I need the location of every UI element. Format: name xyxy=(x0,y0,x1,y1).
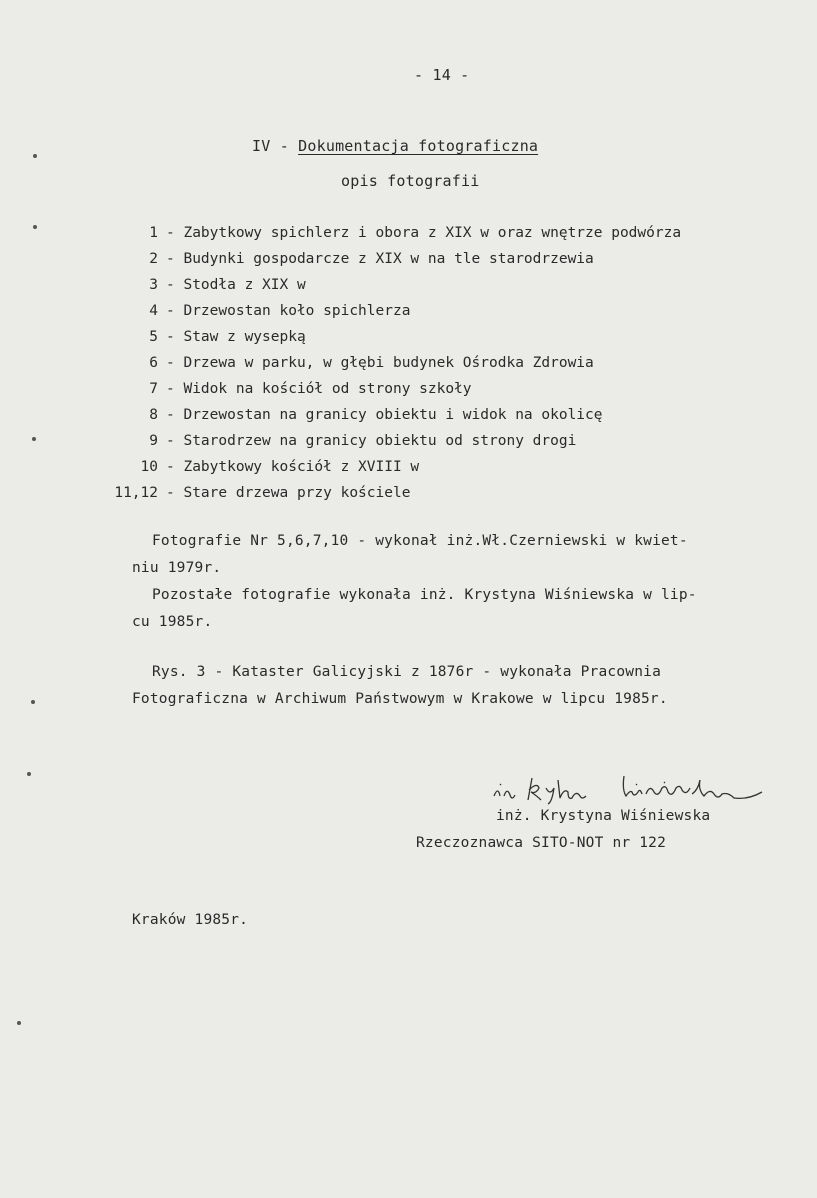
section-subtitle: opis fotografii xyxy=(341,172,480,190)
margin-dot xyxy=(32,437,36,441)
list-item-text: - Budynki gospodarcze z XIX w na tle starodrzewia xyxy=(166,251,594,267)
note-line: cu 1985r. xyxy=(132,614,213,630)
margin-dot xyxy=(33,154,37,158)
note-line: Fotograficzna w Archiwum Państwowym w Krakowe w lipcu 1985r. xyxy=(132,691,668,707)
list-item-number: 10 xyxy=(140,459,158,475)
section-prefix: IV - xyxy=(252,137,299,155)
list-item-number: 8 xyxy=(149,407,158,423)
list-item-number: 3 xyxy=(149,277,158,293)
list-item-text: - Drzewa w parku, w głębi budynek Ośrodka Zdrowia xyxy=(166,355,594,371)
list-item-number: 11,12 xyxy=(114,485,158,501)
list-item-number: 4 xyxy=(149,303,158,319)
list-item-text: - Stare drzewa przy kościele xyxy=(166,485,411,501)
list-item-text: - Drzewostan na granicy obiektu i widok na okolicę xyxy=(166,407,603,423)
margin-dot xyxy=(33,225,37,229)
list-item-number: 1 xyxy=(149,225,158,241)
list-item-text: - Drzewostan koło spichlerza xyxy=(166,303,411,319)
list-item-text: - Stodła z XIX w xyxy=(166,277,306,293)
list-item-text: - Zabytkowy kościół z XVIII w xyxy=(166,459,420,475)
list-item-number: 2 xyxy=(149,251,158,267)
list-item-text: - Staw z wysepką xyxy=(166,329,306,345)
section-title-text: Dokumentacja fotograficzna xyxy=(298,137,539,155)
list-item-number: 5 xyxy=(149,329,158,345)
list-item-text: - Starodrzew na granicy obiektu od strony drogi xyxy=(166,433,577,449)
note-line: Fotografie Nr 5,6,7,10 - wykonał inż.Wł.Czerniewski w kwiet- xyxy=(152,533,688,549)
place-date: Kraków 1985r. xyxy=(132,912,249,928)
note-line: niu 1979r. xyxy=(132,560,222,576)
list-item-text: - Zabytkowy spichlerz i obora z XIX w oraz wnętrze podwórza xyxy=(166,225,682,241)
list-item-number: 6 xyxy=(149,355,158,371)
list-item-number: 7 xyxy=(149,381,158,397)
signatory-name: inż. Krystyna Wiśniewska xyxy=(496,808,711,824)
note-line: Rys. 3 - Kataster Galicyjski z 1876r - wykonała Pracownia xyxy=(152,664,661,680)
list-item-text: - Widok na kościół od strony szkoły xyxy=(166,381,472,397)
page-number: - 14 - xyxy=(414,66,470,84)
note-line: Pozostałe fotografie wykonała inż. Krystyna Wiśniewska w lip- xyxy=(152,587,697,603)
list-item-number: 9 xyxy=(149,433,158,449)
section-title xyxy=(252,137,538,155)
margin-dot xyxy=(31,700,35,704)
margin-dot xyxy=(17,1021,21,1025)
signatory-role: Rzeczoznawca SITO-NOT nr 122 xyxy=(416,835,667,851)
handwritten-signature xyxy=(488,770,778,810)
margin-dot xyxy=(27,772,31,776)
